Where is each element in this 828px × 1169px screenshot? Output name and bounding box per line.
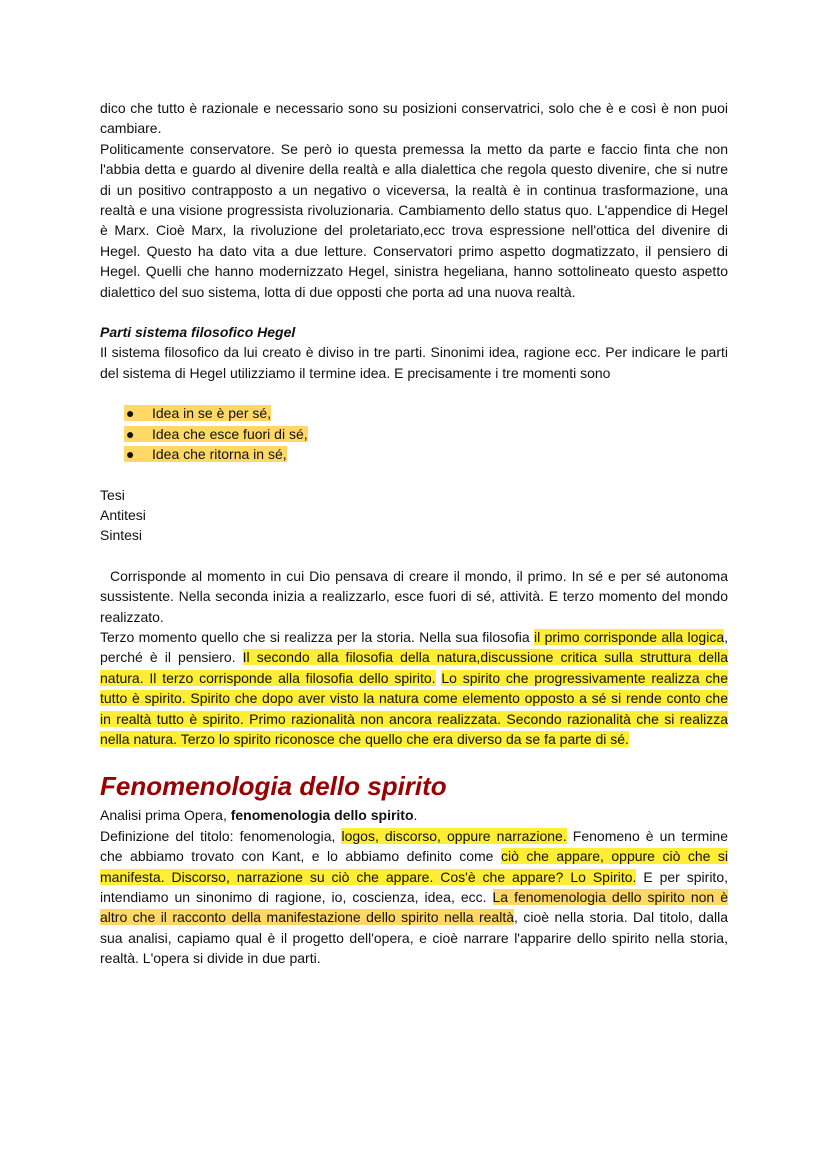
list-item: ● Idea in se è per sé, [124, 403, 728, 423]
triad-thesis: Tesi [100, 486, 125, 503]
paragraph-conservative: dico che tutto è razionale e necessario sono su posizioni conservatrici, solo che è e così è non puoi cambiare. [100, 100, 728, 137]
paragraph-first-work: Analisi prima Opera, fenomenologia dello spirito. [100, 807, 418, 824]
list-item: ● Idea che esce fuori di sé, [124, 424, 728, 444]
section-heading-hegel-system: Parti sistema filosofico Hegel [100, 324, 296, 341]
paragraph-god-moment: Corrisponde al momento in cui Dio pensava di creare il mondo, il primo. In sé e per sé autonoma sussistente. Nella seconda inizia a realizzarlo, esce fuori di sé, attività. E terzo momento del mondo realizzato. [100, 567, 732, 625]
bullet-icon: ● [126, 425, 135, 442]
bullet-icon: ● [126, 405, 135, 422]
paragraph-system-intro: Il sistema filosofico da lui creato è diviso in tre parti. Sinonimi idea, ragione ecc. Per indicare le parti del sistema di Hegel utilizziamo il termine idea. E precisamente i tre momenti sono [100, 344, 728, 381]
section-heading-phenomenology: Fenomenologia dello spirito [100, 771, 447, 802]
paragraph-title-definition: Definizione del titolo: fenomenologia, logos, discorso, oppure narrazione. Fenomeno è un termine che abbiamo trovato con Kant, e lo abbiamo definito come ciò che appare, oppure ciò che si manifesta. Discorso, narrazione su ciò che appare. Cos'è che appare? Lo Spirito. E per spirito, intendiamo un sinonimo di ragione, io, coscienza, idea, ecc. La fenomenologia dello spirito non è altro che il racconto della manifestazione dello spirito nella realtà, cioè nella storia. Dal titolo, dalla sua analisi, capiamo qual è il progetto dell'opera, e cioè narrare l'apparire dello spirito nella storia, realtà. L'opera si divide in due parti. [100, 827, 729, 967]
idea-moments-list [100, 403, 728, 464]
list-item: ● Idea che ritorna in sé, [124, 444, 728, 464]
triad-antithesis: Antitesi [100, 506, 146, 523]
bullet-icon: ● [126, 446, 135, 463]
paragraph-politics: Politicamente conservatore. Se però io questa premessa la metto da parte e faccio finta che non l'abbia detta e guardo al divenire della realtà e alla dialettica che regola questo divenire, che si nutre di un positivo contrapposto a un negativo o viceversa, la realtà è in continua trasformazione, una realtà e una visione progressista rivoluzionaria. Cambiamento dello status quo. L'appendice di Hegel è Marx. Cioè Marx, la rivoluzione del proletariato,ecc trova espressione nell'ottica del divenire di Hegel. Questo ha dato vita a due letture. Conservatori primo aspetto dogmatizzato, il pensiero di Hegel. Quelli che hanno modernizzato Hegel, sinistra hegeliana, hanno sottolineato questo aspetto dialettico del suo sistema, lotta di due opposti che porta ad una nuova realtà. [100, 140, 728, 300]
paragraph-third-moment: Terzo momento quello che si realizza per la storia. Nella sua filosofia il primo corrisponde alla logica, perché è il pensiero. Il secondo alla filosofia della natura,discussione critica sulla struttura della natura. Il terzo corrisponde alla filosofia dello spirito. Lo spirito che progressivamente realizza che tutto è spirito. Spirito che dopo aver visto la natura come elemento opposto a sé si rende conto che in realtà tutto è spirito. Primo razionalità non ancora realizzata. Secondo razionalità che si realizza nella natura. Terzo lo spirito riconosce che quello che era diverso da se fa parte di sé. [100, 628, 728, 747]
triad-synthesis: Sintesi [100, 527, 143, 544]
